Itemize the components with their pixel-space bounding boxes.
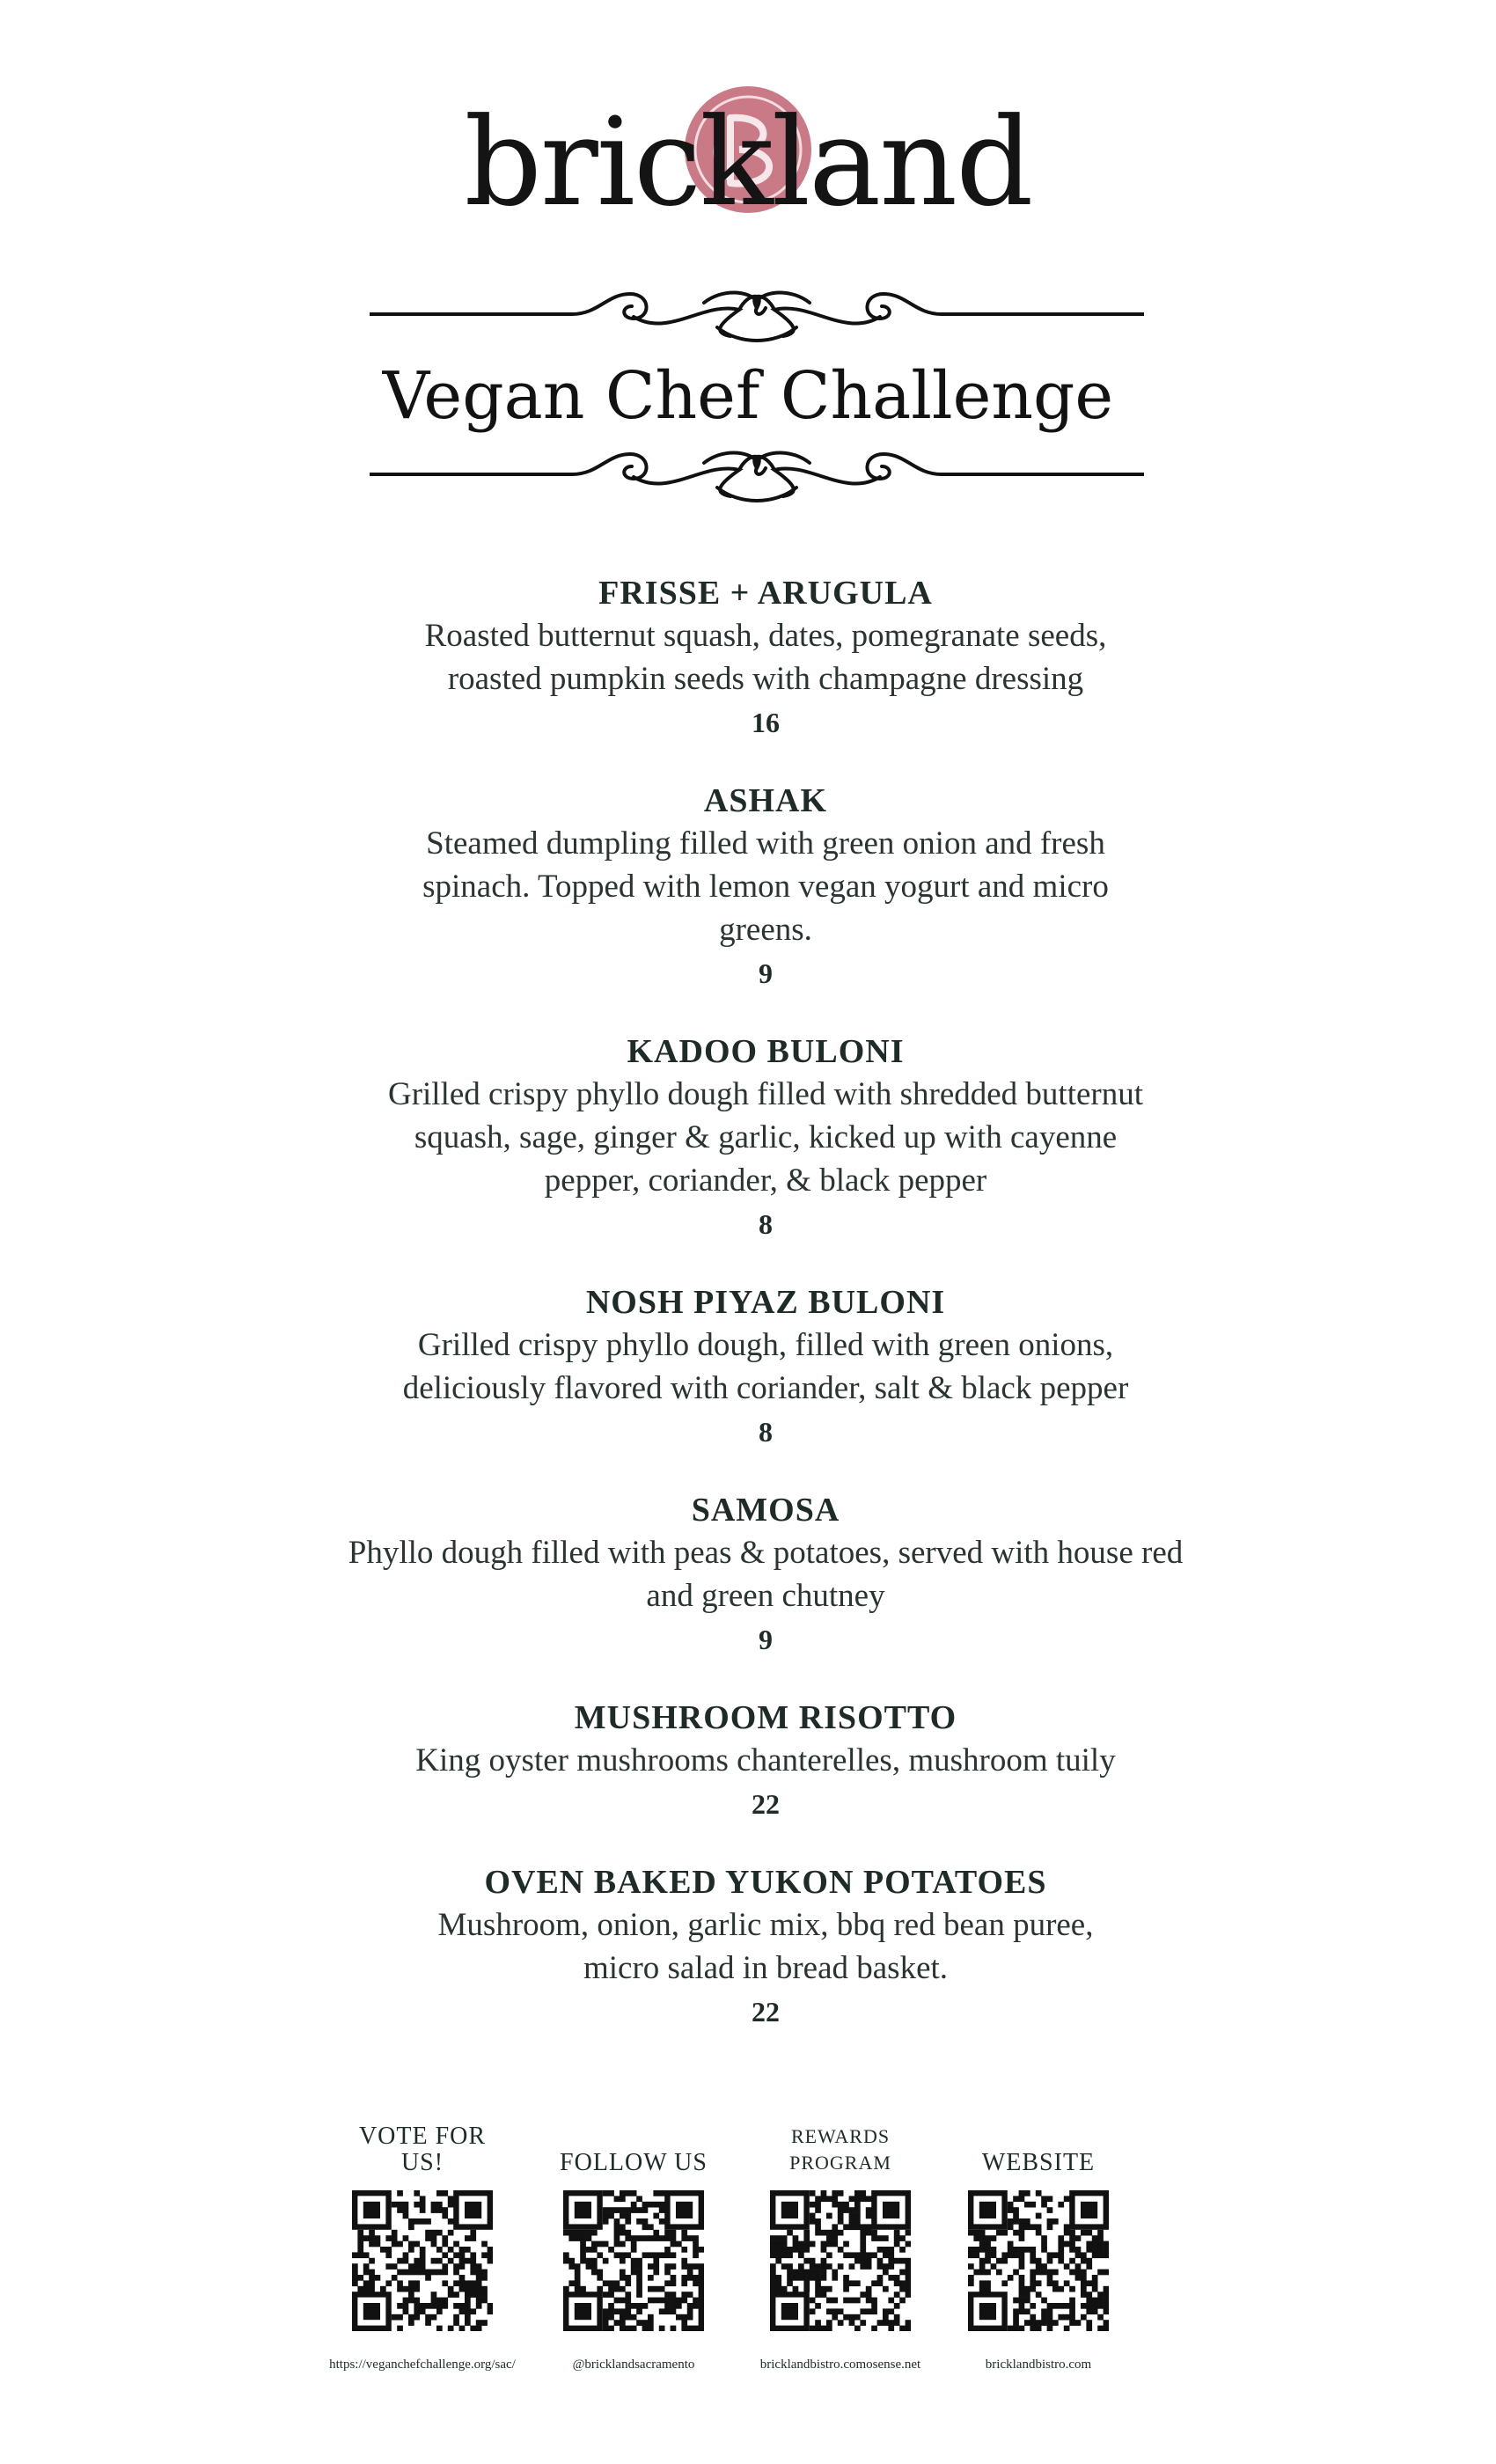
qr-label: WEBSITE — [981, 2149, 1096, 2176]
item-name: KADOO BULONI — [627, 1033, 905, 1070]
item-price: 9 — [759, 1624, 773, 1655]
item-name: ASHAK — [703, 782, 828, 819]
item-price: 16 — [752, 707, 780, 738]
menu-item — [334, 1030, 1197, 1246]
qr-block-vote[interactable] — [329, 2116, 516, 2372]
menu-item — [334, 572, 1197, 744]
menu-item — [334, 1489, 1197, 1661]
menu-item — [334, 1697, 1197, 1826]
menu-item — [334, 1861, 1197, 2034]
qr-code-icon[interactable] — [563, 2190, 704, 2331]
item-price: 9 — [759, 957, 773, 989]
item-description: King oyster mushrooms chanterelles, mushroom tuily — [415, 1742, 1116, 1778]
qr-code-icon[interactable] — [352, 2190, 493, 2331]
item-price: 22 — [752, 1788, 780, 1820]
item-name: OVEN BAKED YUKON POTATOES — [484, 1864, 1047, 1901]
qr-code-icon[interactable] — [968, 2190, 1109, 2331]
qr-url[interactable]: bricklandbistro.com — [985, 2358, 1092, 2372]
item-price: 8 — [759, 1416, 773, 1448]
item-description: Grilled crispy phyllo dough filled with shredded butternut squash, sage, ginger & garlic, kicked up with cayenne pepper, coriander, & black pepper — [387, 1076, 1144, 1199]
qr-block-rewards[interactable] — [752, 2116, 928, 2372]
ornament-divider-bottom-icon — [370, 444, 1144, 505]
item-description: Roasted butternut squash, dates, pomegranate seeds, roasted pumpkin seeds with champagne dressing — [424, 618, 1107, 697]
qr-label: REWARDS PROGRAM — [789, 2125, 891, 2174]
qr-code-icon[interactable] — [770, 2190, 911, 2331]
item-description: Steamed dumpling filled with green onion and fresh spinach. Topped with lemon vegan yogurt and micro greens. — [422, 825, 1109, 948]
menu-item — [334, 1281, 1197, 1454]
brand-logo — [0, 79, 1496, 238]
ornament-divider-top-icon — [370, 283, 1144, 345]
qr-block-website[interactable] — [950, 2116, 1126, 2372]
item-name: SAMOSA — [691, 1492, 840, 1529]
menu-list — [334, 572, 1197, 2034]
item-price: 22 — [752, 1996, 780, 2028]
qr-footer — [329, 2116, 1162, 2380]
menu-item — [334, 780, 1197, 995]
item-description: Grilled crispy phyllo dough, filled with green onions, deliciously flavored with coriander, salt & black pepper — [402, 1327, 1129, 1406]
item-name: NOSH PIYAZ BULONI — [585, 1284, 946, 1321]
item-description: Mushroom, onion, garlic mix, bbq red bean puree, micro salad in bread basket. — [437, 1907, 1094, 1986]
qr-block-follow[interactable] — [546, 2116, 722, 2372]
page-title: Vegan Chef Challenge — [382, 358, 1114, 434]
qr-url[interactable]: https://veganchefchallenge.org/sac/ — [329, 2358, 516, 2372]
qr-label: VOTE FOR US! — [358, 2123, 487, 2176]
qr-label: FOLLOW US — [560, 2149, 708, 2176]
logo-wordmark: brickland — [464, 92, 1032, 233]
item-name: MUSHROOM RISOTTO — [574, 1699, 957, 1736]
qr-url[interactable]: @bricklandsacramento — [572, 2358, 695, 2372]
qr-url[interactable]: bricklandbistro.comosense.net — [759, 2358, 921, 2372]
item-name: FRISSE + ARUGULA — [598, 575, 933, 612]
item-price: 8 — [759, 1208, 773, 1240]
item-description: Phyllo dough filled with peas & potatoes, served with house red and green chutney — [348, 1535, 1184, 1614]
